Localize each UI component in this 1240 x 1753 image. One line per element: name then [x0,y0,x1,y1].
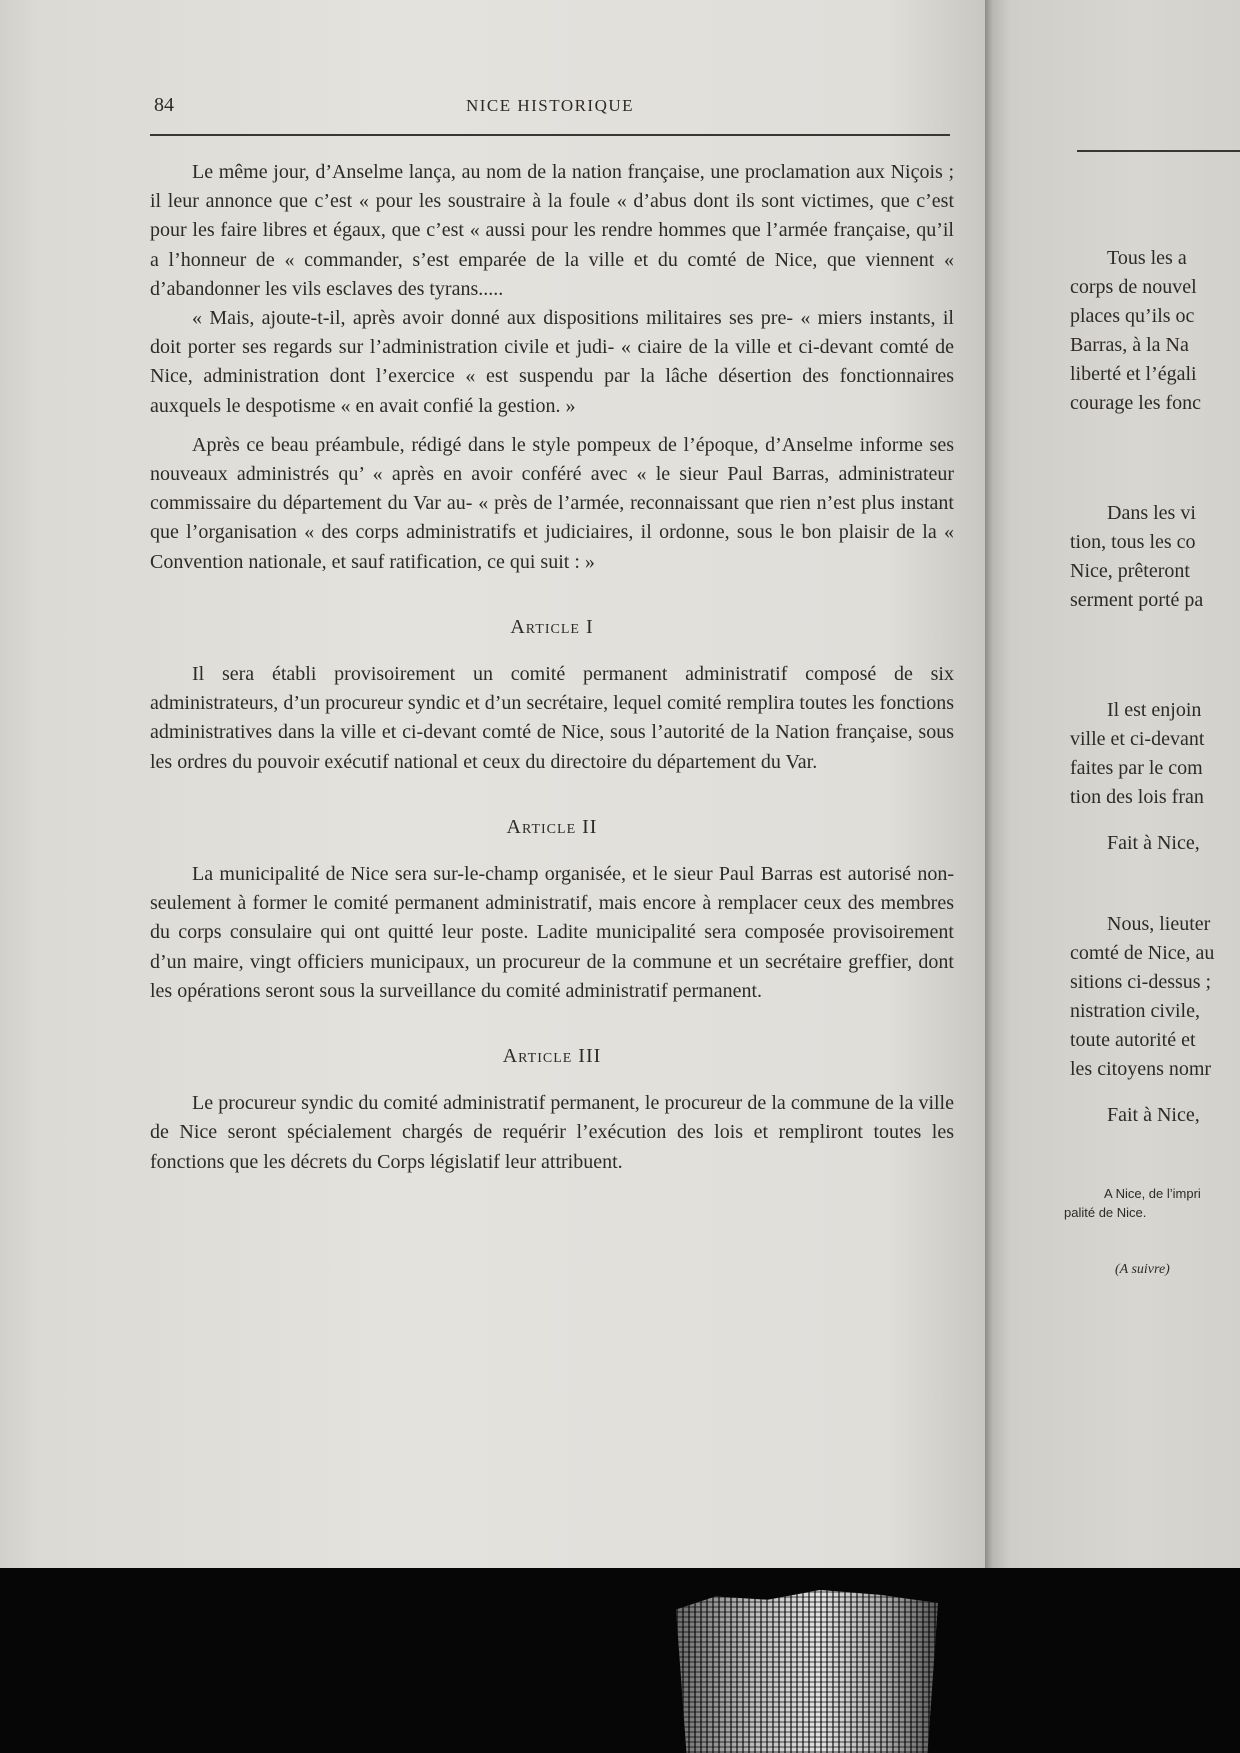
article-1-heading: Article I [510,615,594,638]
page-number: 84 [154,94,174,116]
running-title: NICE HISTORIQUE [465,96,635,115]
right-line: ville et ci-devant [1070,728,1205,750]
right-page-partial [985,0,1240,1568]
right-line: les citoyens nomr [1070,1058,1212,1080]
right-line: Tous les a [1107,247,1187,269]
right-line: serment porté pa [1070,589,1204,611]
imprint-line-2: palité de Nice. [1064,1205,1147,1220]
right-line: comté de Nice, au [1070,942,1215,964]
right-header-rule [1077,150,1240,152]
right-line: Nous, lieuter [1107,913,1211,935]
body-text [150,158,954,1177]
article-2-text: La municipalité de Nice sera sur-le-champ organisée, et le sieur Paul Barras est autorisé non-seulement à former le comité permanent administratif, mais encore à remplacer ceux des membres du corps consulaire qui ont quitté leur poste. Ladite municipalité sera composée provisoirement d’un maire, vingt officiers municipaux, un procureur de la commune et un secrétaire greffier, dont les opérations seront sous la surveillance du comité administratif permanent. [150,863,954,1002]
scanner-background [0,1568,1240,1753]
right-line: tion des lois fran [1070,786,1204,808]
paragraph-1: Le même jour, d’Anselme lança, au nom de la nation française, une proclamation aux Niçois ; il leur annonce que c’est « pour les soustraire à la foule « d’abus dont ils sont victimes, que c’est pour les faire libres et égaux, que c’est « aussi pour les rendre hommes que l’armée française, qu’il a l’honneur de « commander, s’est emparée de la ville et du comté de Nice, que viennent « d’abandonner les vils esclaves des tyrans..... [150,161,954,300]
right-line: Nice, prêteront [1070,560,1190,582]
article-3-text: Le procureur syndic du comité administratif permanent, le procureur de la commune de la ville de Nice seront spécialement chargés de requérir l’exécution des lois et rempliront toutes les fonctions que les décrets du Corps législatif leur attribuent. [150,1092,954,1173]
article-3-heading: Article III [502,1045,602,1068]
right-line: places qu’ils oc [1070,305,1195,327]
right-line: tion, tous les co [1070,531,1196,553]
paragraph-3: Après ce beau préambule, rédigé dans le style pompeux de l’époque, d’Anselme informe ses nouveaux administrés qu’ « après en avoir conféré avec « le sieur Paul Barras, administrateur commissaire du département du Var au- « près de l’armée, reconnaissant que rien n’est plus instant que l’organisation « des corps administratifs et judiciaires, il ordonne, sous le bon plaisir de la « Convention nationale, et sauf ratification, ce qui suit : » [150,433,954,573]
right-line: faites par le com [1070,757,1203,779]
right-line: liberté et l’égali [1070,363,1197,385]
right-line: Fait à Nice, [1107,832,1200,854]
page-header [150,88,950,128]
right-line: Dans les vi [1107,502,1196,524]
imprint-line-1: A Nice, de l’impri [1104,1186,1201,1201]
right-line: courage les fonc [1070,392,1202,414]
right-line: sitions ci-dessus ; [1070,971,1212,993]
right-line: Il est enjoin [1107,699,1202,721]
article-1-text: Il sera établi provisoirement un comité permanent administratif composé de six administrateurs, d’un procureur syndic et d’un secrétaire, lequel comité remplira toutes les fonctions administratives dans la ville et ci-devant comté de Nice, sous l’autorité de la Nation française, sous les ordres du pouvoir exécutif national et ceux du directoire du département du Var. [150,663,954,773]
right-line: corps de nouvel [1070,276,1197,298]
header-rule [150,134,950,136]
article-2-heading: Article II [506,815,598,838]
right-line: toute autorité et [1070,1029,1196,1051]
paragraph-2: « Mais, ajoute-t-il, après avoir donné aux dispositions militaires ses pre- « miers instants, il doit porter ses regards sur l’administration civile et judi- « ciaire de la ville et ci-devant comté de Nice, administration dont l’exercice « est suspendu par la lâche désertion des fonctionnaires auxquels le despotisme « en avait confié la gestion. » [150,307,954,417]
right-line: nistration civile, [1070,1000,1200,1022]
cloth-bookmark [676,1590,938,1753]
to-be-continued: (A suivre) [1115,1262,1170,1277]
right-line: Barras, à la Na [1070,334,1189,356]
right-line: Fait à Nice, [1107,1104,1200,1126]
